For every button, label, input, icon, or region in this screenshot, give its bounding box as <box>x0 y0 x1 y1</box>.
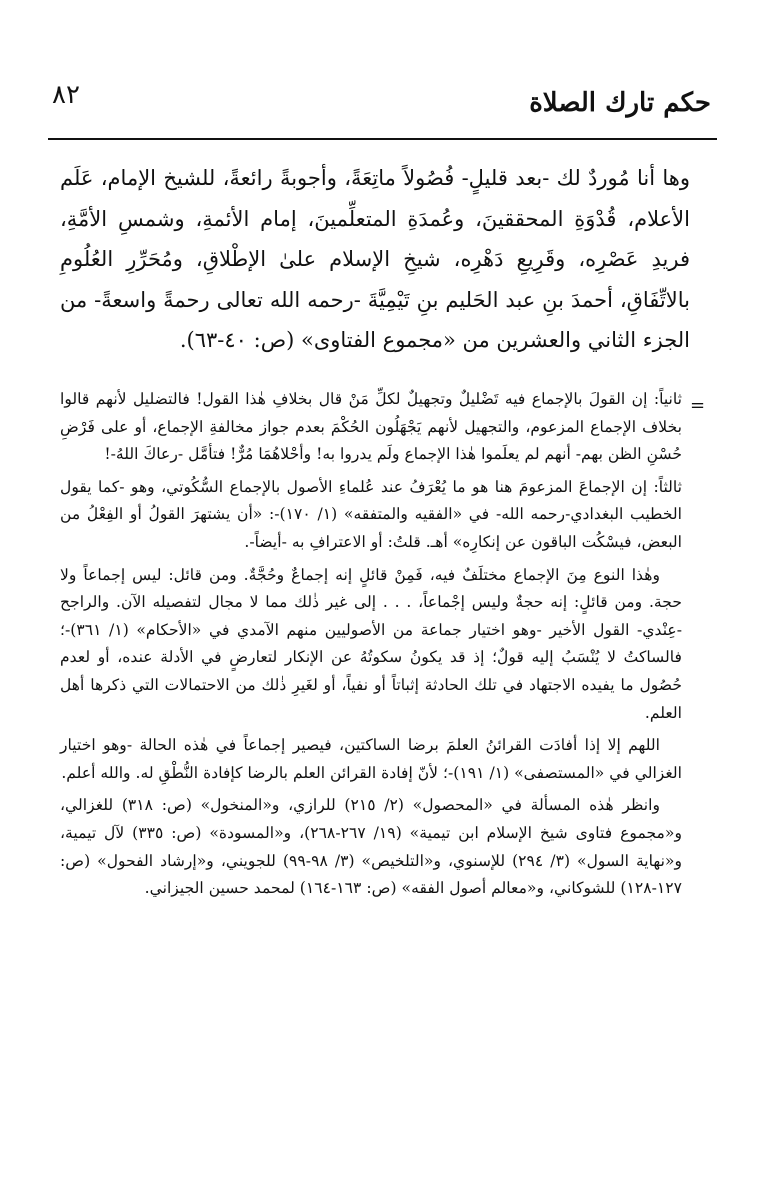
running-title: حكم تارك الصلاة <box>529 88 711 118</box>
page-header <box>48 74 717 140</box>
footnote-continuation-marker: = <box>690 395 706 416</box>
footnotes-section <box>60 386 682 908</box>
main-paragraph: وها أنا مُوردٌ لك -بعد قليلٍ- فُصُولاً ماتِعَةً، وأجوبةً رائعةً، للشيخ الإمام، عَلَم الأعلام، قُدْوَةِ المحققينَ، وعُمدَةِ المتعلِّمينَ، إمام الأئمةِ، وشمسِ الأمَّةِ، فريدِ عَصْرِه، وقَرِيعِ دَهْرِه، شيخِ الإسلام علىٰ الإطْلاقِ، ومُحَرِّرِ العُلُومِ بالاتِّفَاقِ، أحمدَ بنِ عبد الحَليم بنِ تَيْمِيَّةَ -رحمه الله تعالى رحمةً واسعةً- من الجزء الثاني والعشرين من «مجموع الفتاوى» (ص: ٤٠-٦٣). <box>60 166 690 352</box>
footnote-paragraph-third: ثالثاً: إن الإجماعَ المزعومَ هنا هو ما يُعْرَفُ عند عُلماءِ الأصول بالإجماع السُّكُوتي، وهو -كما يقول الخطيب البغدادي-رحمه الله- في «الفقيه والمتفقه» (١/ ١٧٠)-: «أن يشتهرَ القولُ أو الفِعْلُ من البعض، فيسْكُت الباقون عن إنكارِه» أهـ. قلتُ: أو الاعترافِ به -أيضاً-. <box>60 477 682 551</box>
footnote-paragraph-second: ثانياً: إن القولَ بالإجماع فيه تَضْليلٌ وتجهيلٌ لكلِّ مَنْ قال بخلافِ هٰذا القول! فالتضليل لأنهم قالوا بخلاف الإجماع المزعوم، والتجهيل لأنهم يَجْهَلُون الحُكْمَ بعدم جواز مخالفةِ الإجماع، أو على فَرْضِ حُسْنِ الظن بهم- أنهم لم يعلَموا هٰذا الإجماع ولَم يدروا به! وأحْلاهُمَا مُرٌّ! فتأمَّل -رعاكَ اللهُ-! <box>60 390 682 464</box>
footnote-paragraph-references: وانظر هٰذه المسألة في «المحصول» (٢/ ٢١٥) للرازي، و«المنخول» (ص: ٣١٨) للغزالي، و«مجموع فتاوى شيخ الإسلام ابن تيمية» (١٩/ ٢٦٧-٢٦٨)، و«المسودة» (ص: ٣٣٥) لآل تيمية، و«نهاية السول» (٣/ ٢٩٤) للإسنوي، و«التلخيص» (٣/ ٩٨-٩٩) للجويني، و«إرشاد الفحول» (ص: ١٢٧-١٢٨) للشوكاني، و«معالم أصول الفقه» (ص: ١٦٣-١٦٤) لمحمد حسين الجيزاني. <box>60 796 682 898</box>
page-number: ٨٢ <box>52 80 80 110</box>
footnote-paragraph-dispute: وهٰذا النوع مِنَ الإجماع مختلَفٌ فيه، فَمِنْ قائلٍ إنه إجماعٌ وحُجَّةٌ. ومن قائل: ليس إجماعاً ولا حجة. ومن قائلٍ: إنه حجةٌ وليس إجْماعاً، . . . إلى غير ذٰلك مما لا مجال لتفصيله الآن. والراجح -عِنْدي- القول الأخير -وهو اختيار جماعة من الأصوليين منهم الآمدي في «الأحكام» (١/ ٣٦١)-؛ فالساكتُ لا يُنْسَبُ إليه قولٌ؛ إذ قد يكونُ سكوتُهُ عن الإنكار لتعارضٍ في الأدلة عنده، أو لعدم حُصُول ما يفيده الاجتهاد في تلك الحادثة إثباتاً أو نفياً، أو لغَيرِ ذٰلك من الاحتمالات التي ذكرها أهل العلم. <box>60 565 682 722</box>
footnote-paragraph-exception: اللهم إلا إذا أفادَت القرائنُ العلمَ برضا الساكتين، فيصير إجماعاً في هٰذه الحالة -وهو اختيار الغزالي في «المستصفى» (١/ ١٩١)-؛ لأنّ إفادة القرائن العلم بالرضا كإفادة النُّطْقِ له. والله أعلم. <box>60 736 682 782</box>
